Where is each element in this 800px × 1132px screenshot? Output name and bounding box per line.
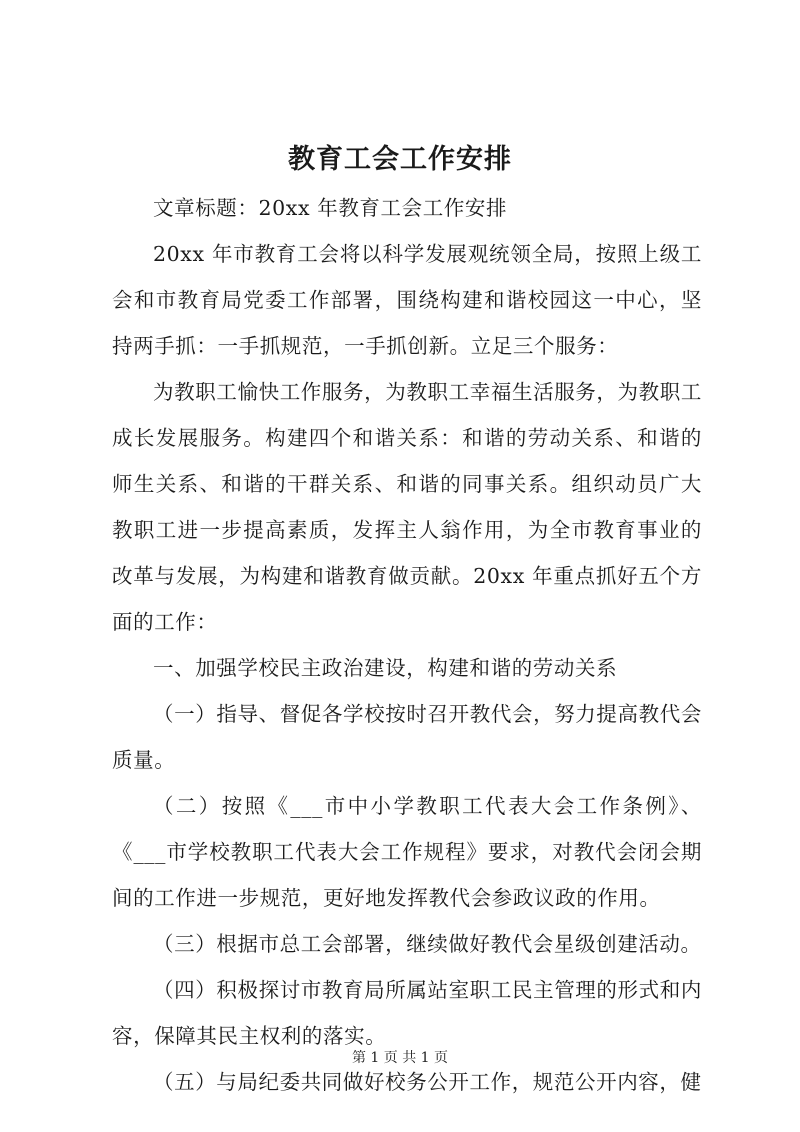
paragraph-services: 为教职工愉快工作服务，为教职工幸福生活服务，为教职工成长发展服务。构建四个和谐关系：和谐的劳动关系、和谐的师生关系、和谐的干群关系、和谐的同事关系。组织动员广大教职工进一步提高素质，发挥主人翁作用，为全市教育事业的改革与发展，为构建和谐教育做贡献。20xx 年重点抓好五个方面的工作：: [112, 380, 702, 634]
paragraph-item-3: （三）根据市总工会部署，继续做好教代会星级创建活动。: [153, 932, 702, 956]
document-title: 教育工会工作安排: [288, 144, 512, 175]
paragraph-item-4: （四）积极探讨市教育局所属站室职工民主管理的形式和内容，保障其民主权利的落实。: [112, 978, 702, 1048]
paragraph-item-5: （五）与局纪委共同做好校务公开工作，规范公开内容，健: [153, 1070, 702, 1094]
paragraph-article-title: 文章标题：20xx 年教育工会工作安排: [153, 196, 508, 220]
document-body: [112, 185, 702, 1105]
paragraph-intro: 20xx 年市教育工会将以科学发展观统领全局，按照上级工会和市教育局党委工作部署，围绕构建和谐校园这一中心，坚持两手抓：一手抓规范，一手抓创新。立足三个服务：: [112, 242, 702, 358]
paragraph-item-2: （二）按照《___市中小学教职工代表大会工作条例》、《___市学校教职工代表大会工作规程》要求，对教代会闭会期间的工作进一步规范，更好地发挥教代会参政议政的作用。: [112, 794, 702, 910]
page-footer: 第 1 页 共 1 页: [351, 1050, 449, 1066]
paragraph-item-1: （一）指导、督促各学校按时召开教代会，努力提高教代会质量。: [112, 702, 702, 772]
section-heading-1: 一、加强学校民主政治建设，构建和谐的劳动关系: [153, 656, 618, 680]
